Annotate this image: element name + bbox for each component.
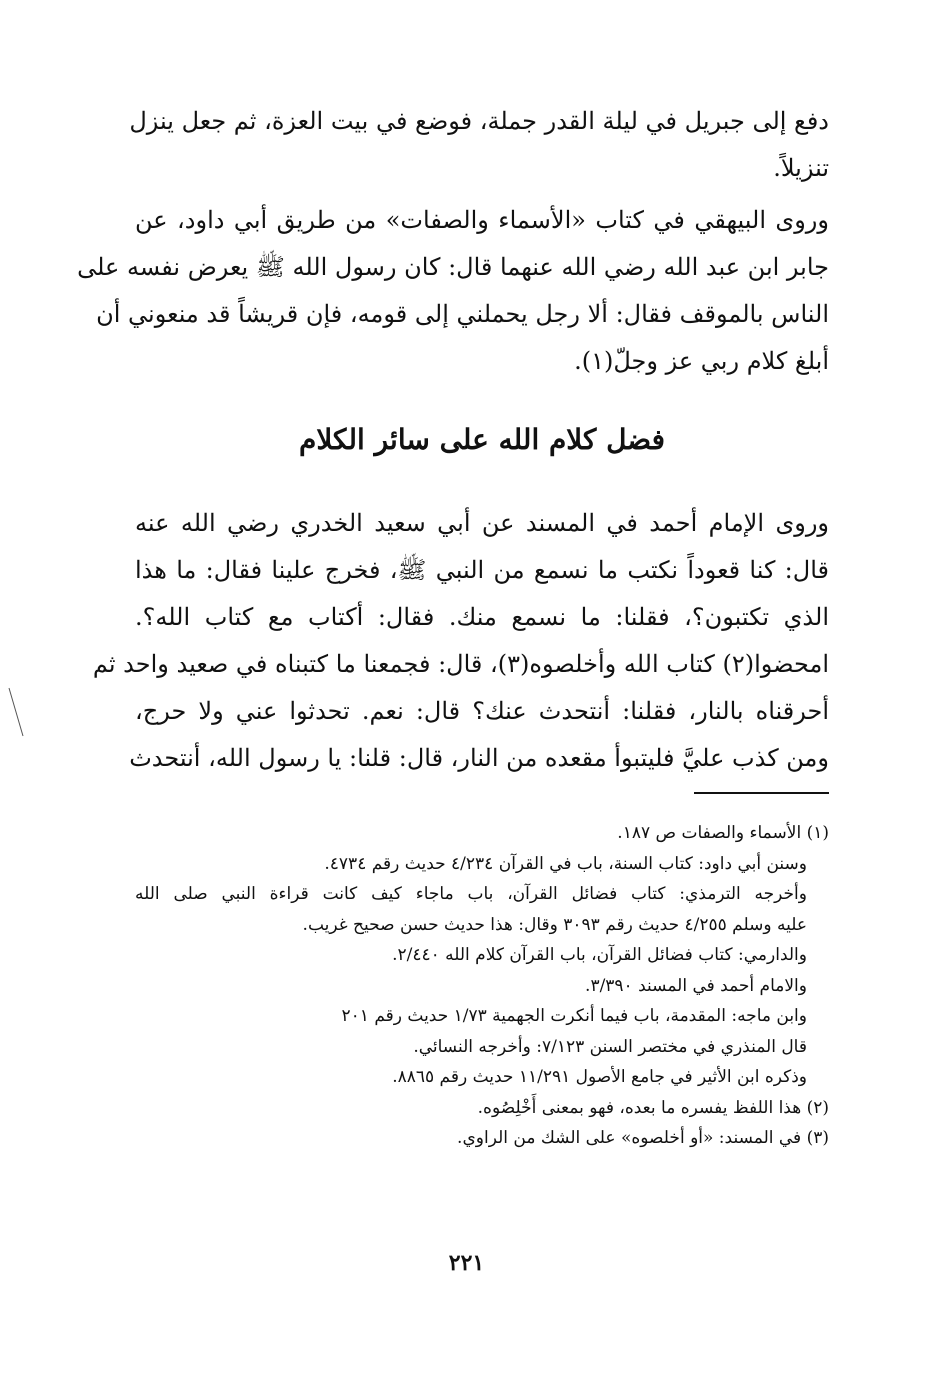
paragraph-1 bbox=[129, 98, 829, 192]
footnote-1-darimi: والدارمي: كتاب فضائل القرآن، باب القرآن كلام الله ٢/٤٤٠. bbox=[392, 945, 807, 965]
footnote-1-abu-dawud: وسنن أبي داود: كتاب السنة، باب في القرآن ٤/٢٣٤ حديث رقم ٤٧٣٤. bbox=[324, 853, 807, 874]
paragraph-1-line-1: دفع إلى جبريل في ليلة القدر جملة، فوضع في بيت العزة، ثم جعل ينزل bbox=[129, 107, 829, 135]
footnote-1-ibn-majah: وابن ماجه: المقدمة، باب فيما أنكرت الجهمية ١/٧٣ حديث رقم ٢٠١ bbox=[341, 1006, 807, 1026]
footnote-1-tirmidhi-line-1: وأخرجه الترمذي: كتاب فضائل القرآن، باب ماجاء كيف كانت قراءة النبي صلى الله bbox=[135, 884, 807, 904]
footnote-2: (٢) هذا اللفظ يفسره ما بعده، فهو بمعنى أَخْلِصُوه. bbox=[477, 1097, 829, 1118]
paragraph-3-line-5: أحرقناه بالنار، فقلنا: أنتحدث عنك؟ قال: نعم. تحدثوا عني ولا حرج، bbox=[135, 697, 829, 725]
margin-scratch-mark bbox=[6, 686, 26, 738]
footnote-1-tirmidhi-line-2: عليه وسلم ٤/٢٥٥ حديث رقم ٣٠٩٣ وقال: هذا حديث حسن صحيح غريب. bbox=[302, 914, 807, 935]
paragraph-3-line-3: الذي تكتبون؟، فقلنا: ما نسمع منك. فقال: أكتاب مع كتاب الله؟. bbox=[135, 603, 829, 631]
page-number: ٢٢١ bbox=[448, 1250, 485, 1276]
paragraph-3-line-4: امحضوا(٢) كتاب الله وأخلصوه(٣)، قال: فجمعنا ما كتبناه في صعيد واحد ثم bbox=[92, 650, 829, 678]
paragraph-3-line-6: ومن كذب عليَّ فليتبوأ مقعده من النار، قال: قلنا: يا رسول الله، أنتحدث bbox=[129, 744, 829, 772]
paragraph-2-line-2: جابر ابن عبد الله رضي الله عنهما قال: كان رسول الله ﷺ يعرض نفسه على bbox=[77, 253, 829, 281]
footnote-1: (١) الأسماء والصفات ص ١٨٧. bbox=[617, 823, 829, 843]
footnote-separator bbox=[694, 792, 829, 794]
footnotes bbox=[135, 818, 829, 1154]
paragraph-2-line-4: أبلغ كلام ربي عز وجلّ(١). bbox=[574, 347, 829, 375]
paragraph-2-line-3: الناس بالموقف فقال: ألا رجل يحملني إلى قومه، فإن قريشاً قد منعوني أن bbox=[96, 300, 829, 328]
paragraph-3-line-2: قال: كنا قعوداً نكتب ما نسمع من النبي ﷺ، فخرج علينا فقال: ما هذا bbox=[135, 556, 829, 584]
footnote-1-ibn-al-athir: وذكره ابن الأثير في جامع الأصول ١١/٢٩١ حديث رقم ٨٨٦٥. bbox=[392, 1067, 807, 1087]
paragraph-2 bbox=[77, 197, 829, 385]
paragraph-1-line-2: تنزيلاً. bbox=[773, 154, 829, 182]
section-heading: فضل كلام الله على سائر الكلام bbox=[299, 423, 665, 456]
paragraph-3-line-1: وروى الإمام أحمد في المسند عن أبي سعيد الخدري رضي الله عنه bbox=[135, 509, 829, 537]
footnote-1-ahmad: والامام أحمد في المسند ٣/٣٩٠. bbox=[585, 975, 807, 996]
footnote-3: (٣) في المسند: «أو أخلصوه» على الشك من الراوي. bbox=[457, 1128, 829, 1148]
paragraph-3 bbox=[92, 500, 829, 782]
paragraph-2-line-1: وروى البيهقي في كتاب «الأسماء والصفات» من طريق أبي داود، عن bbox=[135, 206, 829, 234]
footnote-1-mundhiri: قال المنذري في مختصر السنن ٧/١٢٣: وأخرجه النسائي. bbox=[413, 1036, 807, 1057]
